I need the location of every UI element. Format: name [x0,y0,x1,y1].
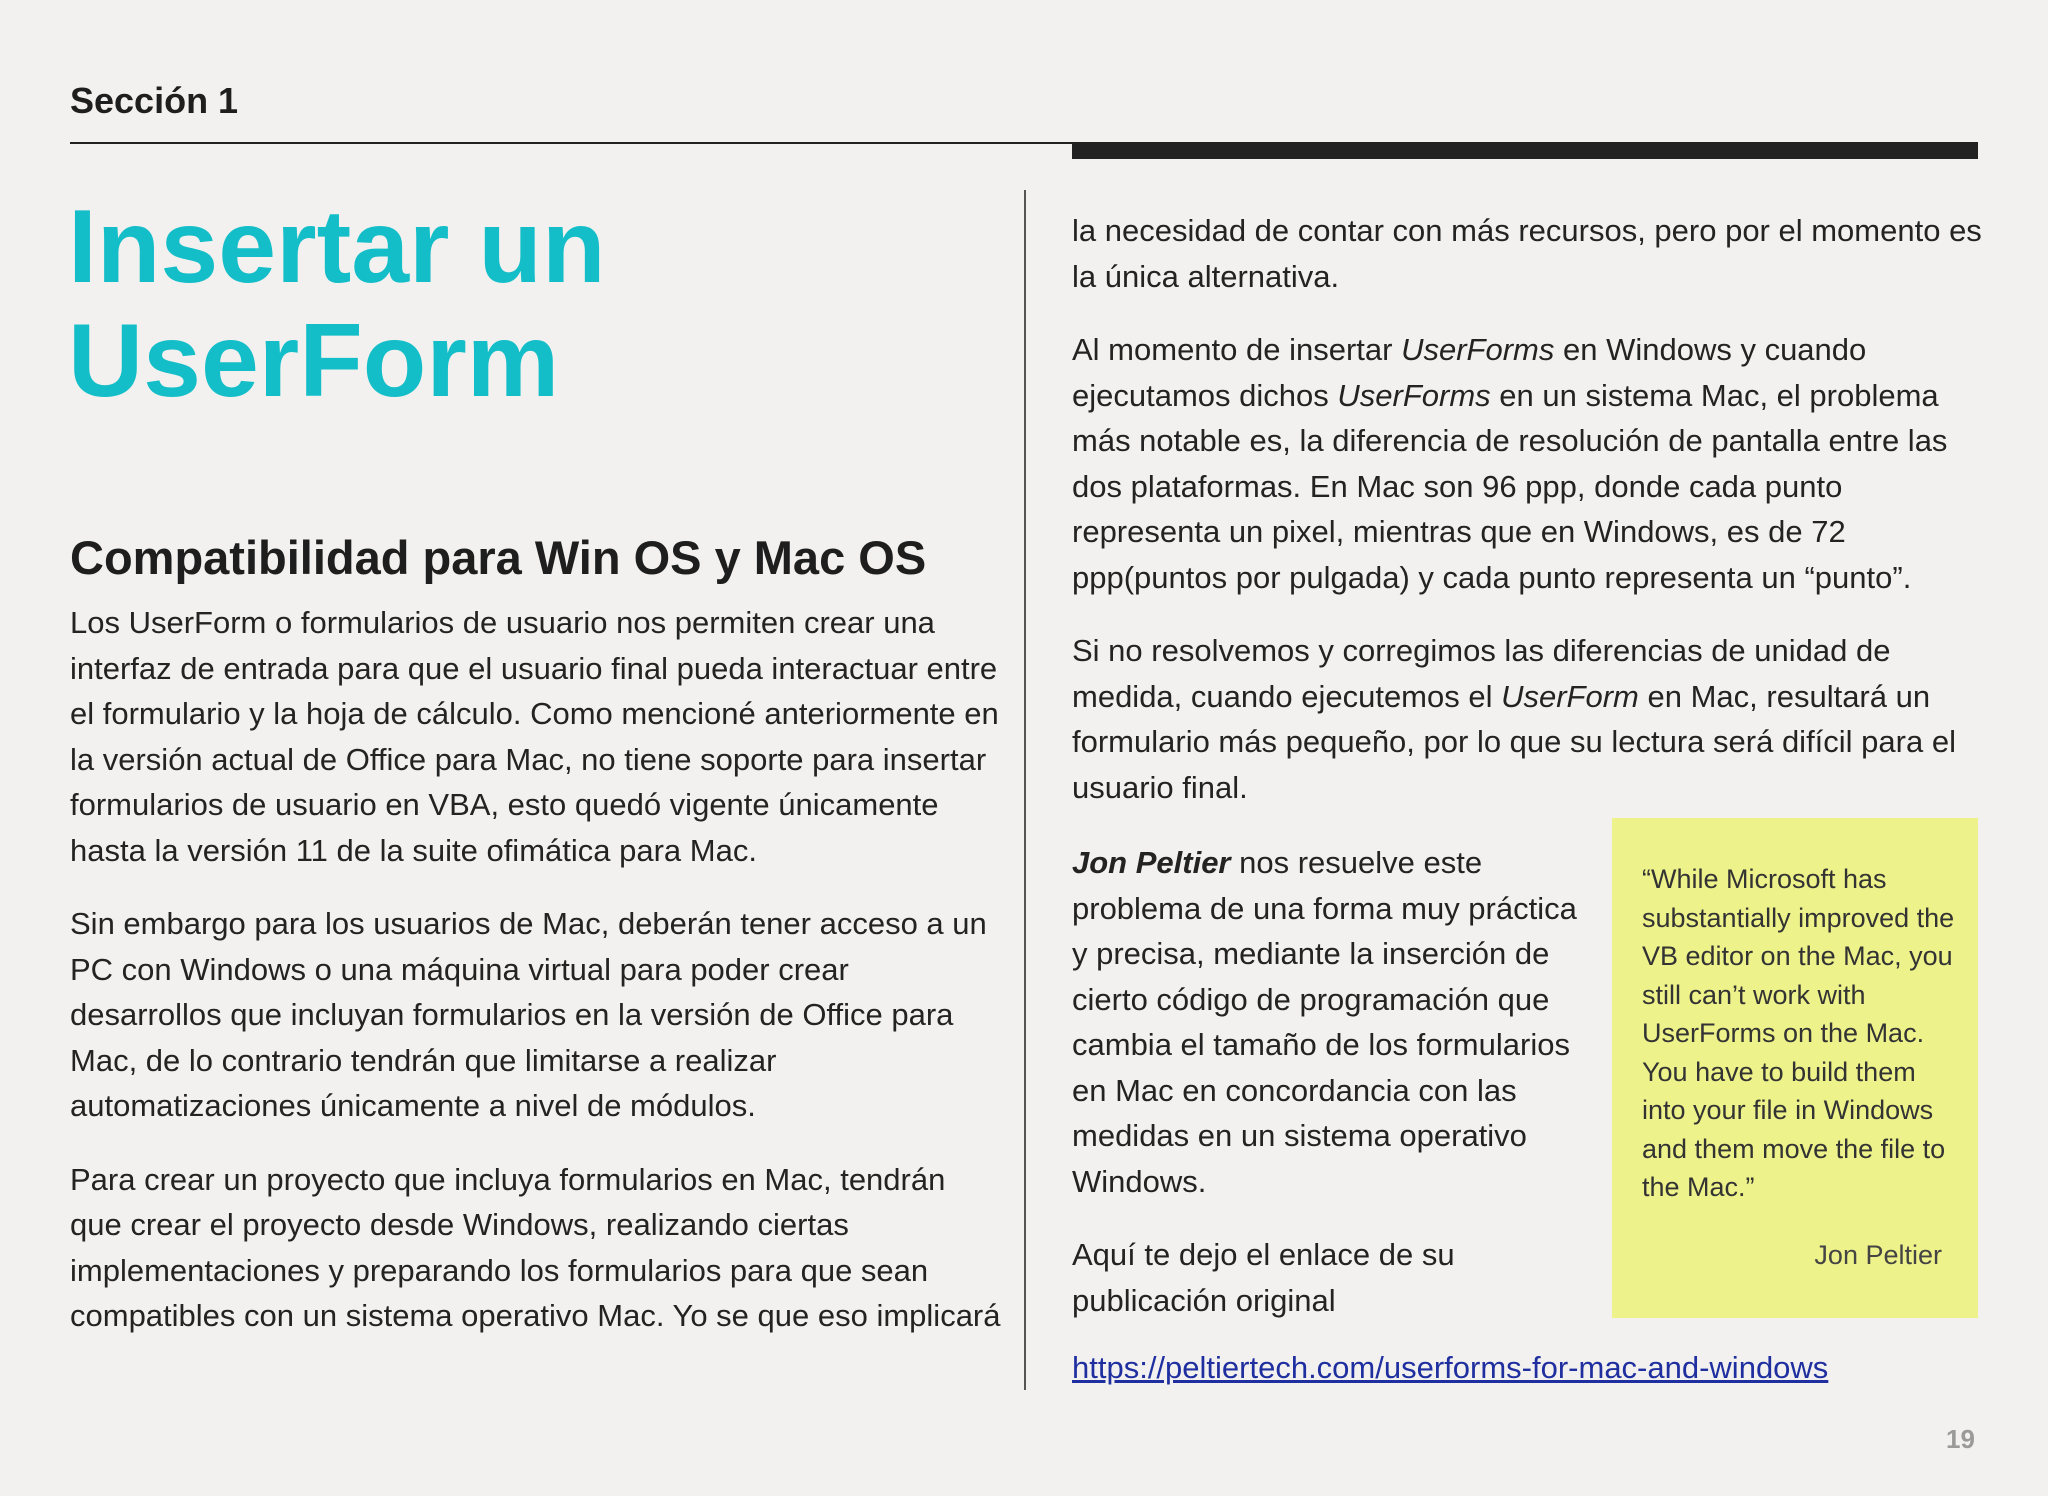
section-subtitle: Compatibilidad para Win OS y Mac OS [70,531,927,584]
page-title [68,190,968,418]
page-title-line-1: Insertar un [68,189,606,305]
paragraph: Aquí te dejo el enlace de su publicación original [1072,1237,1455,1318]
paragraph [1072,628,1987,810]
column-divider [1024,190,1026,1390]
paragraph: la necesidad de contar con más recursos, pero por el momento es la única alternativa. [1072,213,1982,294]
source-link[interactable]: https://peltiertech.com/userforms-for-mac-and-windows [1072,1350,1829,1385]
quote-author: Jon Peltier [1814,1240,1942,1270]
page-number: 19 [1946,1424,1975,1454]
emphasis-text: UserForm [1501,678,1639,714]
pull-quote [1612,818,1978,1318]
page-title-line-2: UserForm [68,303,560,419]
author-name: Jon Peltier [1072,845,1231,880]
text-run: nos resuelve este problema de una forma muy práctica y precisa, mediante la inserción de cierto código de programación que cambia el tamaño de los formularios en Mac en concordancia con las medidas en un sistema operativo Windows. [1072,845,1577,1199]
paragraph: Sin embargo para los usuarios de Mac, deberán tener acceso a un PC con Windows o una máquina virtual para poder crear desarrollos que incluyan formularios en la versión de Office para Mac, de lo contrario tendrán que limitarse a realizar automatizaciones únicamente a nivel de módulos. [70,906,987,1123]
paragraph [1072,327,1987,600]
header-rule-accent [1072,142,1978,159]
text-run: en un sistema Mac, el problema más notable es, la diferencia de resolución de pantalla entre las dos plataformas. En Mac son 96 ppp, donde cada punto representa un pixel, mientras que en Windows, es de 72 ppp(puntos por pulgada) y cada punto representa un “punto”. [1072,377,1948,595]
paragraph [1072,840,1597,1204]
text-run: Al momento de insertar [1072,332,1402,367]
section-label: Sección 1 [70,80,239,121]
paragraph: Para crear un proyecto que incluya formularios en Mac, tendrán que crear el proyecto desde Windows, realizando ciertas implementaciones y preparando los formularios para que sean compatibles con un sistema operativo Mac. Yo se que eso implicará [70,1161,1001,1333]
right-column [1072,208,1987,838]
quote-text: “While Microsoft has substantially improved the VB editor on the Mac, you still can’t work with UserForms on the Mac. You have to build them into your file in Windows and them move the file to the Mac.” [1642,864,1955,1202]
paragraph: Los UserForm o formularios de usuario nos permiten crear una interfaz de entrada para que el usuario final pueda interactuar entre el formulario y la hoja de cálculo. Como mencioné anteriormente en la versión actual de Office para Mac, no tiene soporte para insertar formularios de usuario en VBA, esto quedó vigente únicamente hasta la versión 11 de la suite ofimática para Mac. [70,605,999,868]
right-column-narrow [1072,840,1597,1351]
emphasis-text: UserForms [1401,332,1555,367]
text-run: Si no resolvemos y corregimos las diferencias de unidad de medida, cuando ejecutemos el [1072,633,1891,714]
emphasis-text: UserForms [1337,377,1491,413]
text-run: en Mac, resultará un formulario más pequeño, por lo que su lectura será difícil para el usuario final. [1072,678,1956,805]
text-run: en Windows y cuando ejecutamos dichos [1072,332,1867,413]
left-column [70,600,1005,1367]
